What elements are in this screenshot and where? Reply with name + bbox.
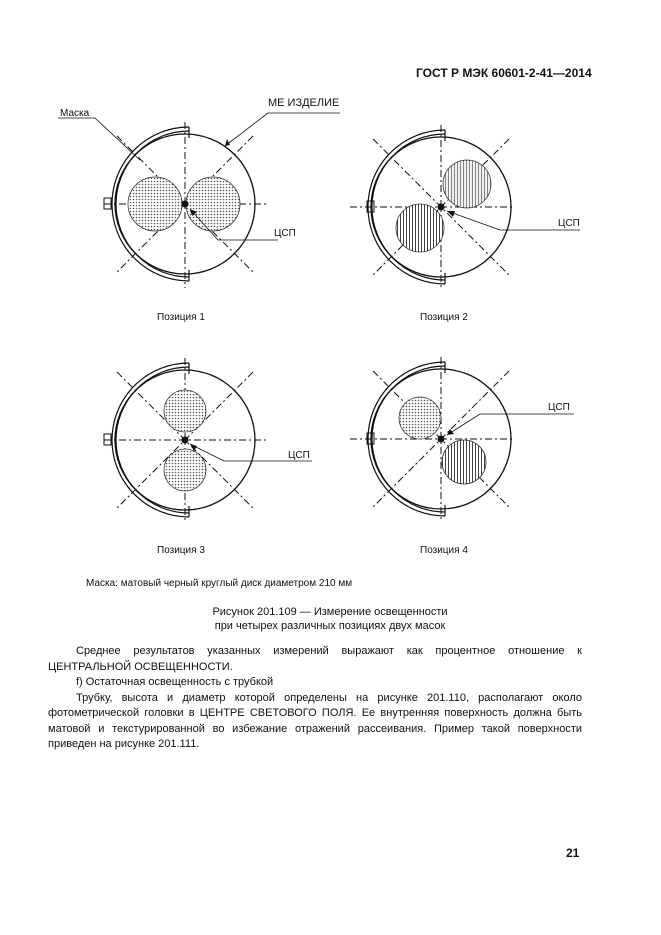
mask-circle (399, 397, 441, 439)
position-4-diagram (350, 357, 574, 522)
center-point (438, 204, 445, 211)
position-3-diagram (104, 358, 312, 522)
label-center: ЦСП (288, 450, 310, 461)
position-caption: Позиция 2 (420, 312, 468, 323)
position-2-diagram (350, 125, 580, 290)
position-caption: Позиция 3 (157, 545, 205, 556)
label-center: ЦСП (558, 218, 580, 229)
body-text (48, 644, 582, 753)
mask-circle (443, 160, 491, 208)
standard-code: ГОСТ Р МЭК 60601-2-41—2014 (416, 66, 592, 80)
mask-circle (128, 177, 182, 231)
label-product: МЕ ИЗДЕЛИЕ (268, 97, 340, 109)
figure-caption-line2: при четырех различных позициях двух масок (214, 620, 446, 632)
mask-circle (186, 177, 240, 231)
page-number: 21 (566, 846, 580, 860)
mask-circle (396, 204, 444, 252)
paragraph: Среднее результатов указанных измерений выражают как процентное отношение к ЦЕНТРАЛЬНОЙ ОСВЕЩЕННОСТИ. (48, 645, 582, 673)
center-point (182, 201, 189, 208)
position-caption: Позиция 4 (420, 545, 468, 556)
center-point (182, 437, 189, 444)
paragraph: Трубку, высота и диаметр которой определены на рисунке 201.110, располагают около фотометрической головки в ЦЕНТРЕ СВЕТОВОГО ПОЛЯ. Ее внутренняя поверхность должна быть матовой и текстурированной во избежание отражений рассеивания. Пример такой поверхности приведен на рисунке 201.111. (48, 691, 582, 750)
figure-note: Маска: матовый черный круглый диск диаметром 210 мм (86, 578, 353, 589)
mask-circle (442, 440, 486, 484)
mask-circle (164, 449, 206, 491)
position-1-diagram (58, 113, 340, 288)
center-point (438, 436, 445, 443)
figure-caption-line1: Рисунок 201.109 — Измерение освещенности (212, 606, 448, 618)
label-mask: Маска (60, 108, 90, 119)
paragraph: f) Остаточная освещенность с трубкой (76, 676, 274, 688)
label-center: ЦСП (548, 402, 570, 413)
position-caption: Позиция 1 (157, 312, 205, 323)
mask-circle (164, 390, 206, 432)
label-center: ЦСП (274, 228, 296, 239)
